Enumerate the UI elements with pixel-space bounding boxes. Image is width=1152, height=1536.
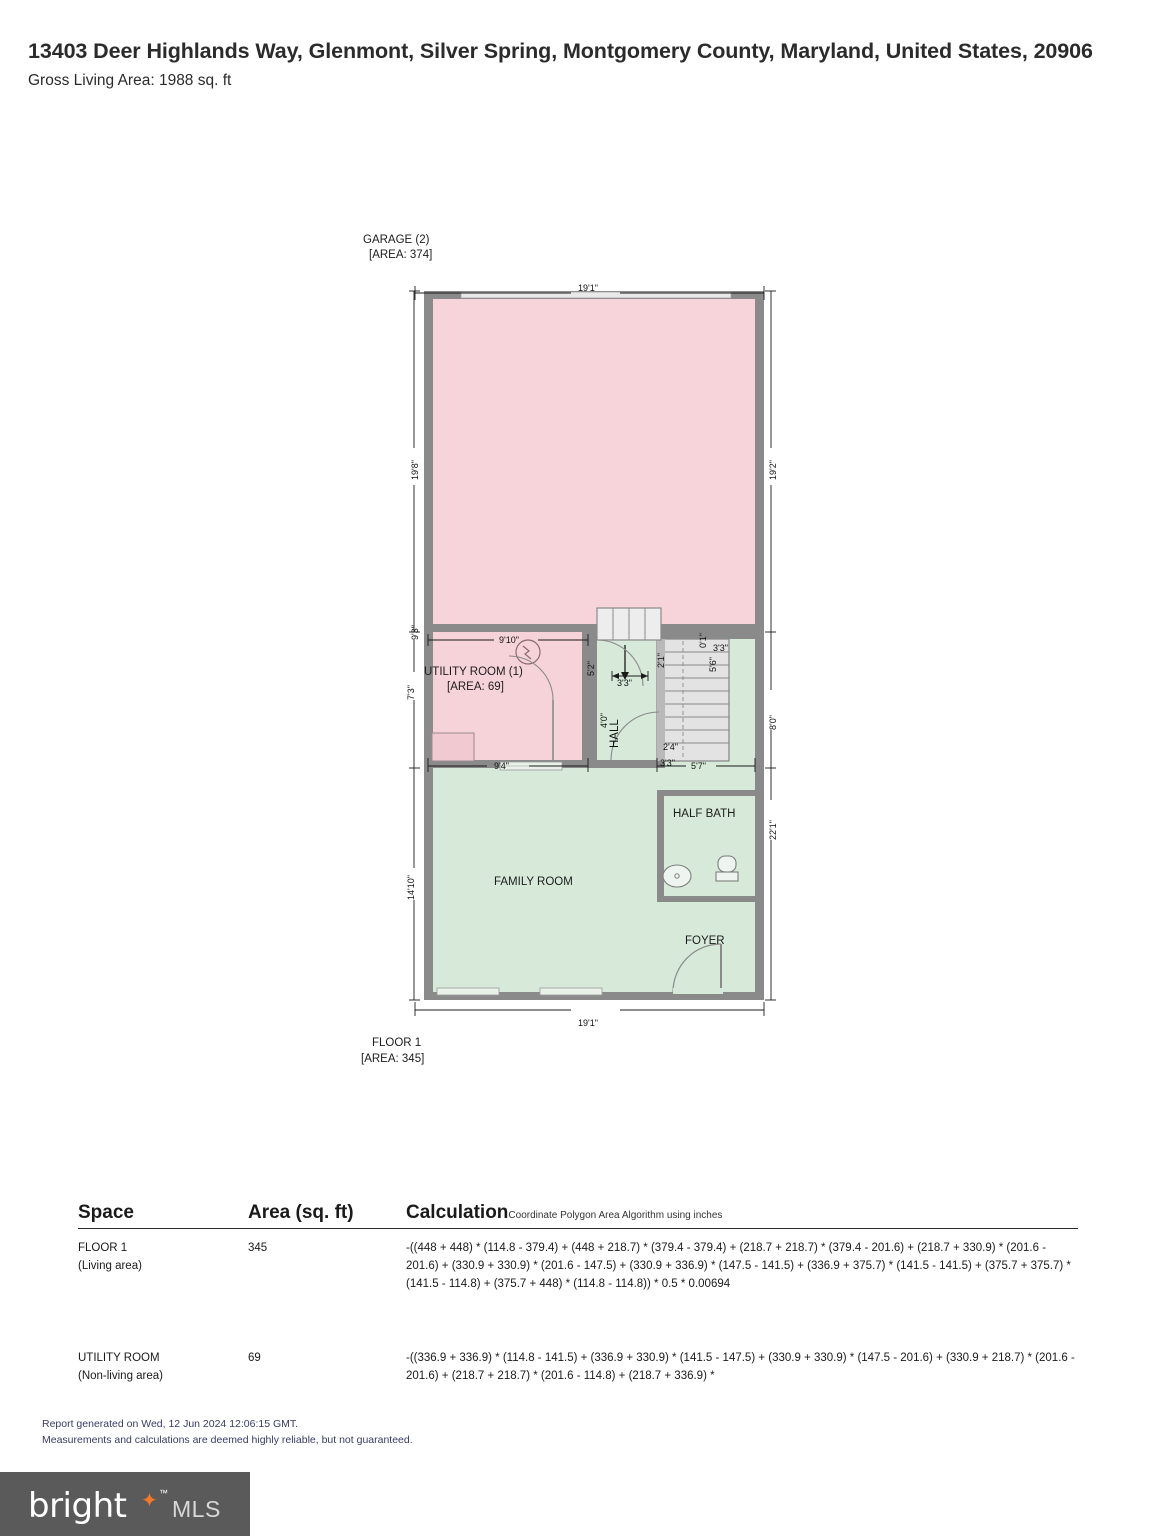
dim-stair-small-b: 3'3" xyxy=(713,643,728,653)
foyer-label: FOYER xyxy=(685,935,725,947)
report-generated-line: Report generated on Wed, 12 Jun 2024 12:06:15 GMT. xyxy=(42,1418,299,1430)
row-space-subtitle: (Living area) xyxy=(78,1259,142,1272)
row-space-cell xyxy=(78,1240,238,1276)
dim-small-mid: 5'2" xyxy=(586,661,596,676)
dim-utility-left: 7'3" xyxy=(406,685,416,700)
table-row xyxy=(78,1240,1078,1336)
dim-stair-bottom: 5'7" xyxy=(691,761,706,771)
dim-hall-width: 4'0" xyxy=(599,713,609,728)
row-calculation-cell: -((336.9 + 336.9) * (114.8 - 141.5) + (336.9 + 330.9) * (141.5 - 147.5) + (330.9 + 330.9) * (147.5 - 201.6) + (330.9 + 218.7) * (201.6 - 201.6) + (218.7 + 218.7) * (201.6 - 114.8) + (218.7 + 336.9) * xyxy=(406,1352,1075,1382)
dim-stair-small-d: 2'4" xyxy=(663,742,678,752)
dim-garage-right: 19'2" xyxy=(768,460,778,480)
dim-stair-small-a: 0'1" xyxy=(698,633,708,648)
row-space-name: FLOOR 1 xyxy=(78,1242,128,1254)
dim-right-lower: 22'1" xyxy=(768,820,778,840)
row-space-name: UTILITY ROOM xyxy=(78,1352,160,1364)
gross-living-area: Gross Living Area: 1988 sq. ft xyxy=(28,71,232,89)
dim-stair-small-c: 5'6" xyxy=(708,657,718,672)
table-header-row xyxy=(78,1192,1078,1226)
column-header-calculation-text: Calculation xyxy=(406,1202,509,1223)
dim-utility-left-small: 9'3" xyxy=(410,625,420,640)
utility-room-label: UTILITY ROOM (1) xyxy=(424,666,523,678)
star-icon: ✦ xyxy=(141,1490,158,1512)
garage-area-label: [AREA: 374] xyxy=(369,249,433,261)
page-title: 13403 Deer Highlands Way, Glenmont, Silver Spring, Montgomery County, Maryland, United States, 20906 xyxy=(28,39,1093,63)
logo-suffix: MLS xyxy=(172,1496,221,1522)
area-calculation-table xyxy=(78,1192,1078,1410)
column-header-calculation xyxy=(406,1202,722,1224)
row-area-cell: 69 xyxy=(248,1352,261,1364)
column-header-space: Space xyxy=(78,1202,134,1223)
report-footer xyxy=(42,1416,413,1449)
logo-wordmark: bright xyxy=(28,1486,127,1526)
column-header-calculation-subtext: Coordinate Polygon Area Algorithm using inches xyxy=(508,1210,723,1221)
dim-bottom: 19'1" xyxy=(578,1018,598,1028)
dim-utility-bottom: 9'4" xyxy=(494,761,509,771)
column-header-area: Area (sq. ft) xyxy=(248,1202,354,1223)
row-space-subtitle: (Non-living area) xyxy=(78,1369,164,1382)
bright-mls-logo xyxy=(0,1472,250,1536)
dim-right-upper: 8'0" xyxy=(768,715,778,730)
dim-stair-small-e: 3'3" xyxy=(660,758,675,768)
garage-label: GARAGE (2) xyxy=(363,234,430,246)
row-calculation-cell: -((448 + 448) * (114.8 - 379.4) + (448 + 218.7) * (379.4 - 379.4) + (218.7 + 218.7) * (379.4 - 201.6) + (218.7 + 330.9) * (201.6 - 201.6) + (330.9 + 330.9) * (201.6 - 147.5) + (330.9 + 336.9) * (147.5 - 141.5) + (336.9 + 375.7) * (141.5 - 141.5) + (375.7 + 375.7) * (141.5 - 114.8) + (375.7 + 448) * (114.8 - 114.8)) * 0.5 * 0.00694 xyxy=(406,1242,1071,1290)
floor1-label: FLOOR 1 xyxy=(372,1037,422,1049)
table-row xyxy=(78,1350,1078,1410)
table-divider xyxy=(78,1228,1078,1229)
hall-label: HALL xyxy=(609,719,621,748)
dim-garage-left: 19'8" xyxy=(410,460,420,480)
half-bath-label: HALF BATH xyxy=(673,808,736,820)
dim-stair-left: 2'1" xyxy=(656,653,666,668)
dim-garage-top: 19'1" xyxy=(578,283,598,293)
floor1-area-label: [AREA: 345] xyxy=(361,1053,425,1065)
dim-utility-top: 9'10" xyxy=(499,635,519,645)
family-room-label: FAMILY ROOM xyxy=(494,876,573,888)
utility-room-area-label: [AREA: 69] xyxy=(447,681,504,693)
row-area-cell: 345 xyxy=(248,1242,268,1254)
row-space-cell xyxy=(78,1350,238,1386)
dim-utility-inner: 3'3" xyxy=(617,678,632,688)
dim-family-left: 14'10" xyxy=(406,875,416,900)
report-disclaimer-line: Measurements and calculations are deemed highly reliable, but not guaranteed. xyxy=(42,1434,413,1447)
trademark-symbol: ™ xyxy=(159,1488,168,1498)
